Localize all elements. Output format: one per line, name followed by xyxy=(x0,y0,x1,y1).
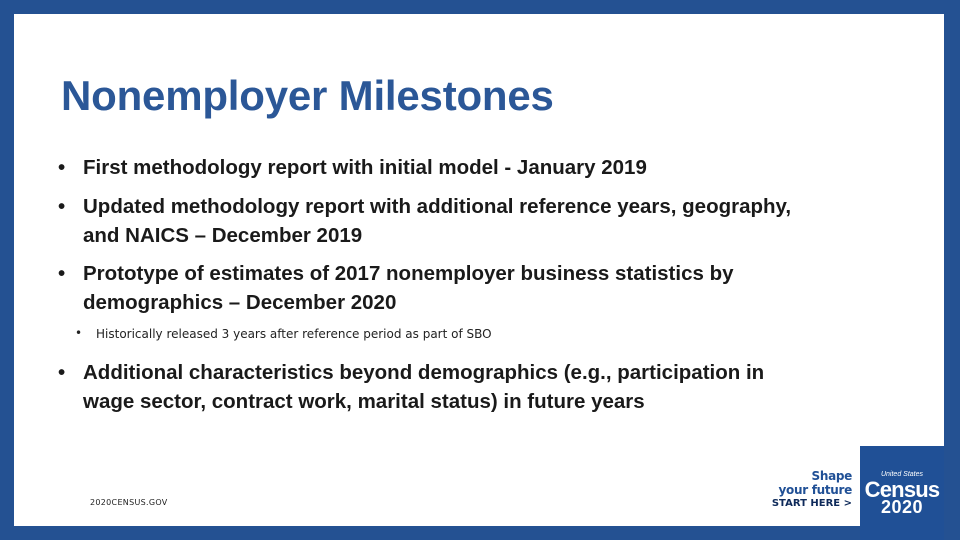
bullet-line: and NAICS – December 2019 xyxy=(83,224,363,247)
census-2020-logo xyxy=(860,446,944,540)
tagline-cta: START HERE > xyxy=(771,498,852,509)
bullet-item xyxy=(58,153,647,182)
bullet-item xyxy=(58,259,734,317)
logo-census: Census xyxy=(864,477,940,502)
bullet-line: demographics – December 2020 xyxy=(83,291,397,314)
bullet-line: Prototype of estimates of 2017 nonemployer business statistics by xyxy=(83,262,734,285)
footer-url: 2020CENSUS.GOV xyxy=(90,498,168,507)
bullet-dot: • xyxy=(58,262,66,285)
shape-your-future-tagline xyxy=(770,469,852,511)
bullet-line: Updated methodology report with additional reference years, geography, xyxy=(83,195,792,218)
sub-bullet-item xyxy=(75,327,492,341)
logo-united-states: United States xyxy=(880,471,924,478)
slide-title: Nonemployer Milestones xyxy=(61,72,554,119)
bullet-item xyxy=(58,192,791,250)
bullet-line: Additional characteristics beyond demographics (e.g., participation in xyxy=(83,361,765,384)
sub-bullet-dot: • xyxy=(75,326,83,340)
bullet-dot: • xyxy=(58,361,66,384)
tagline-line: Shape xyxy=(811,469,852,483)
sub-bullet-text: Historically released 3 years after reference period as part of SBO xyxy=(96,327,492,341)
bullet-line: wage sector, contract work, marital status) in future years xyxy=(83,390,645,413)
bullet-line: First methodology report with initial model - January 2019 xyxy=(83,156,647,179)
bullet-dot: • xyxy=(58,156,66,179)
logo-year: 2020 xyxy=(880,497,924,517)
bullet-dot: • xyxy=(58,195,66,218)
bullet-item xyxy=(58,358,764,416)
tagline-line: your future xyxy=(778,483,852,497)
